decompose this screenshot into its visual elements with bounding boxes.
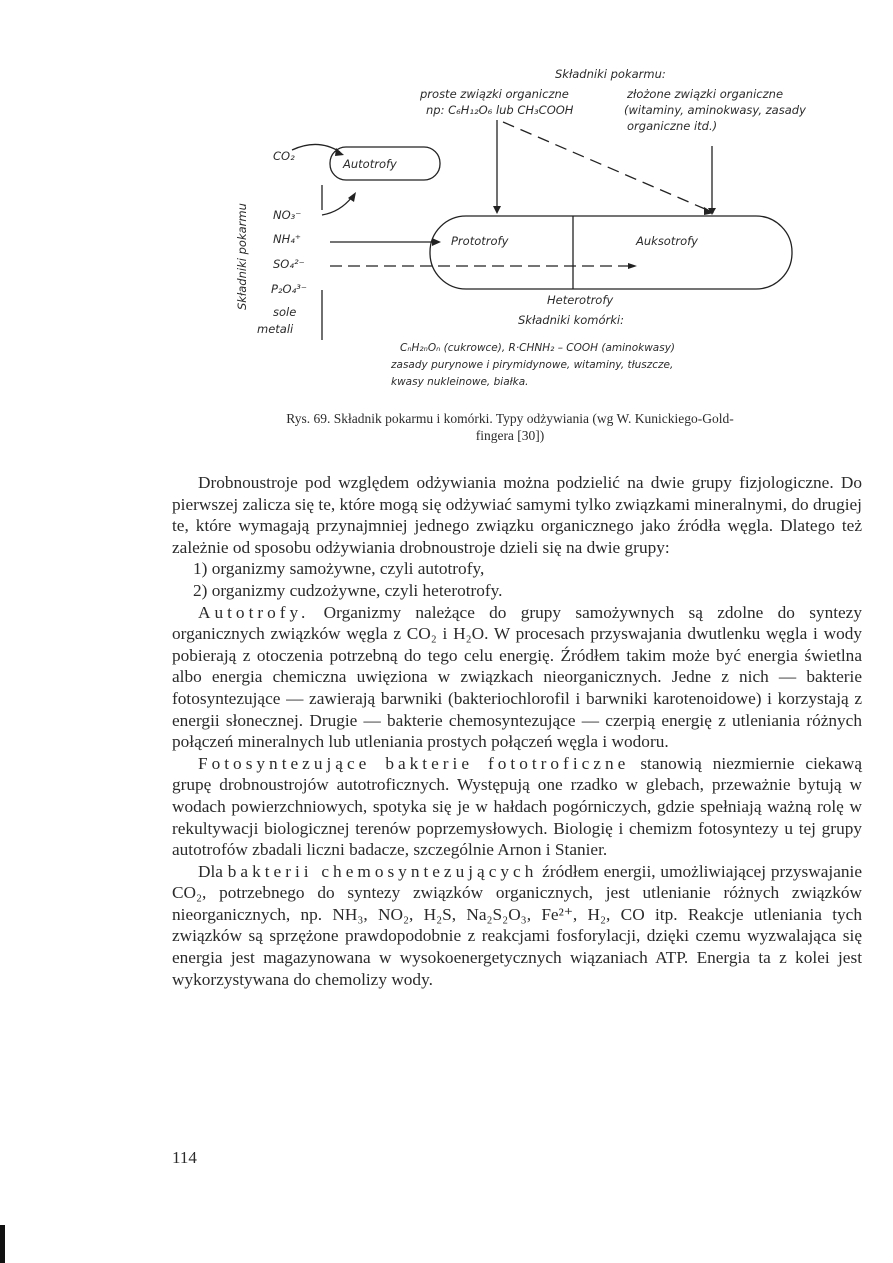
ion-p2o4: P₂O₄³⁻	[271, 282, 307, 296]
paragraph-intro: Drobnoustroje pod względem odżywiania można podzielić na dwie grupy fizjologiczne. Do pierwszej zalicza się te, które mogą się odżywiać samymi tylko związkami mineralnymi, do drugiej te, które wymagają przynajmniej jednego związku organicznego jako źródła węgla. Dlatego też zależnie od sposobu odżywiania drobnoustroje dzieli się na dwie grupy:	[172, 473, 862, 557]
phototrophic-text: stanowią niezmiernie ciekawą grupę drobnoustrojów autotroficznych. Występują one rzadko w glebach, przeważnie bytują w wodach powierzchniowych, spotyka się je w hałdach pogórniczych, gdzie spełniają ważną rolę w rekultywacji biologicznej terenów poprzemysłowych. Biologię i chemizm fotosyntezy u tej grupy autotrofów zbadali liczni badacze, szczególnie Arnon i Stanier.	[172, 753, 863, 860]
cell-components-line3: kwasy nukleinowe, białka.	[391, 376, 529, 388]
complex-organics-line3: organiczne itd.)	[627, 119, 718, 133]
phototrophic-heading: Fotosyntezujące bakterie fototroficzne	[198, 753, 630, 773]
body-text	[172, 472, 862, 990]
chemosynthetic-heading: bakterii chemosyntezujących	[227, 861, 538, 881]
list-item-heterotrophs: 2) organizmy cudzożywne, czyli heterotrofy.	[193, 580, 503, 600]
autotrophs-label: Autotrofy	[343, 157, 397, 171]
autotrophs-heading: Autotrofy.	[198, 602, 310, 622]
cell-components-line2: zasady purynowe i pirymidynowe, witaminy, tłuszcze,	[391, 359, 674, 371]
cell-components-line1: CₙH₂ₙOₙ (cukrowce), R·CHNH₂ – COOH (aminokwasy)	[400, 342, 676, 354]
heterotrophs-label: Heterotrofy	[547, 293, 614, 307]
complex-organics-line2: (witaminy, aminokwasy, zasady	[624, 103, 806, 117]
dashed-diagonal-arrow	[503, 122, 712, 212]
auxotrophs-label: Auksotrofy	[636, 234, 698, 248]
ion-nh4: NH₄⁺	[273, 232, 301, 246]
heterotrophs-box	[430, 216, 792, 289]
complex-organics-line1: złożone związki organiczne	[627, 87, 784, 101]
simple-organics-title: proste związki organiczne	[420, 87, 569, 101]
ion-so4: SO₄²⁻	[273, 257, 305, 271]
ion-no3: NO₃⁻	[273, 208, 302, 222]
diagram-top-label: Składniki pokarmu:	[555, 67, 666, 81]
scan-edge-mark	[0, 1225, 5, 1263]
prototrophs-label: Prototrofy	[451, 234, 509, 248]
co2-label: CO₂	[273, 149, 295, 163]
chemosynthetic-prefix: Dla	[198, 861, 228, 881]
chemosynthetic-text: źródłem energii, umożliwiającej przyswajanie CO₂, potrzebnego do syntezy związków organicznych, jest utlenianie różnych związków nieorganicznych, np. NH₃, NO₂, H₂S, Na₂S₂O₃, Fe²⁺, H₂, CO itp. Reakcje utleniania tych związków są sprzężone prawdopodobnie z reakcjami fosforylacji, dzięki czemu wyzwalająca się energia jest magazynowana w wysokoenergetycznych wiązaniach ATP. Energia ta z kolei jest wykorzystywana do chemolizy wody.	[172, 861, 862, 989]
simple-organics-example: np: C₆H₁₂O₆ lub CH₃COOH	[426, 103, 574, 117]
co2-arrow	[292, 144, 340, 152]
figure-caption	[165, 410, 855, 444]
paragraph-autotrophs	[172, 602, 862, 753]
caption-line1: Rys. 69. Składnik pokarmu i komórki. Typy odżywiania (wg W. Kunickiego-Gold-	[286, 411, 734, 426]
paragraph-chemosynthetic	[172, 861, 862, 991]
cell-components-label: Składniki komórki:	[518, 313, 624, 327]
salts-line2: metali	[257, 322, 294, 336]
autotrophs-text: Organizmy należące do grupy samożywnych są zdolne do syntezy organicznych związków węgla z CO₂ i H₂O. W procesach przyswajania dwutlenku węgla i wody pobierają z otoczenia potrzebną do tego celu energię. Źródłem takim może być energia świetlna albo energia chemiczna uwięziona w związkach nieorganicznych. Jedne z nich — bakterie fotosyntezujące — zawierają barwniki (bakteriochlorofil i barwniki karotenoidowe) i korzystają z energii słonecznej. Drugie — bakterie chemosyntezujące — czerpią energię z utleniania różnych połączeń mineralnych lub utleniania prostych połączeń węgla i wodoru.	[172, 602, 862, 752]
salts-line1: sole	[273, 305, 297, 319]
side-food-label: Składniki pokarmu	[235, 203, 249, 310]
page-number: 114	[172, 1148, 197, 1167]
paragraph-phototrophic	[172, 753, 862, 861]
caption-line2: fingera [30])	[475, 428, 545, 443]
list-item-autotrophs: 1) organizmy samożywne, czyli autotrofy,	[193, 559, 485, 579]
nutrition-diagram	[0, 0, 893, 400]
